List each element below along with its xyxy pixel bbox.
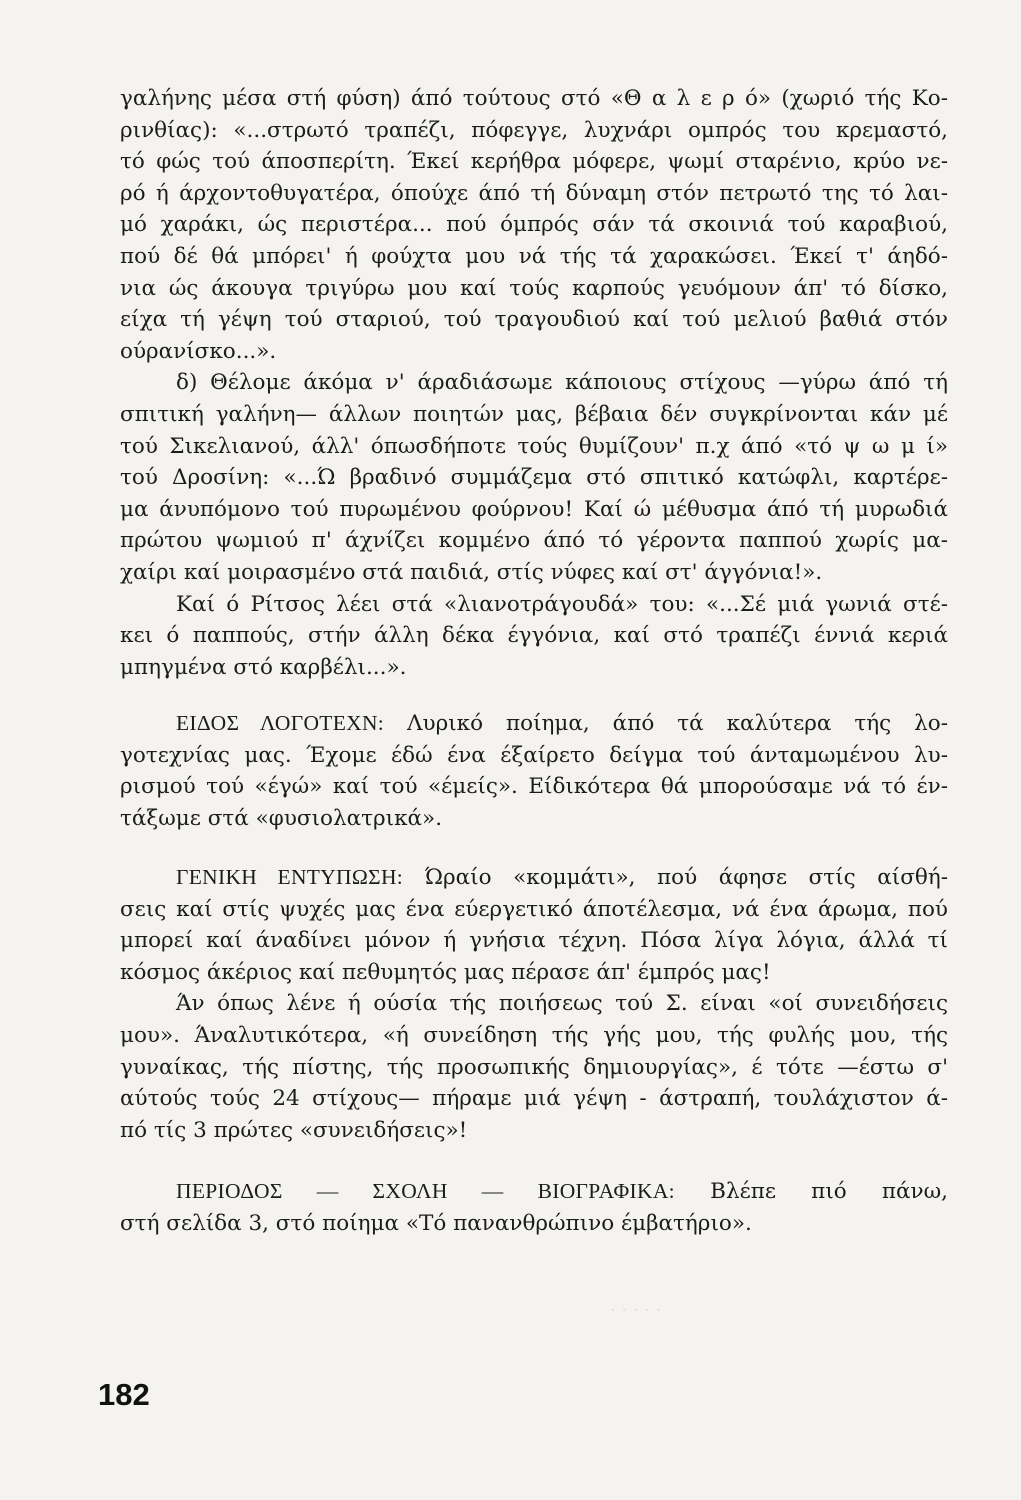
page-number: 182 [98, 1377, 150, 1412]
text-line: δ) Θέλομε άκόμα ν' άραδιάσωμε κάποιους στίχους —γύρω άπό τή [176, 370, 948, 396]
text-line: μα άνυπόμονο τού πυρωμένου φούρνου! Καί ώ μέθυσμα άπό τή μυρωδιά [120, 496, 948, 522]
text-line: Άν όπως λένε ή ούσία τής ποιήσεως τού Σ. είναι «οί συνειδήσεις [176, 991, 948, 1017]
text-line: γοτεχνίας μας. Έχομε έδώ ένα έξαίρετο δείγμα τού άνταμωμένου λυ- [120, 742, 948, 768]
text-line: γαλήνης μέσα στή φύση) άπό τούτους στό «Θ α λ ε ρ ό» (χωριό τής Κο- [120, 86, 948, 111]
text-line: πρώτου ψωμιού π' άχνίζει κομμένο άπό τό γέροντα παππού χωρίς μα- [120, 528, 948, 554]
text-line: πό τίς 3 πρώτες «συνειδήσεις»! [120, 1117, 468, 1143]
text-line: νια ώς άκουγα τριγύρω μου καί τούς καρπούς γευόμουν άπ' τό δίσκο, [120, 275, 948, 301]
section-heading: ΠΕΡΙΟΔΟΣ — ΣΧΟΛΗ — ΒΙΟΓΡΑΦΙΚΑ: [176, 1179, 675, 1203]
main-text-top [120, 83, 948, 683]
text-fragment: Βλέπε πιό πάνω, [710, 1179, 948, 1204]
text-line: ούρανίσκο...». [120, 338, 277, 364]
text-line: Καί ό Ρίτσος λέει στά «λιανοτράγουδά» του: «...Σέ μιά γωνιά στέ- [176, 591, 948, 617]
text-line: ρισμού τού «έγώ» καί τού «έμείς». Είδικότερα θά μπορούσαμε νά τό έν- [120, 774, 948, 800]
text-line: μου». Άναλυτικότερα, «ή συνείδηση τής γής μου, τής φυλής μου, τής [120, 1022, 948, 1048]
text-line: είχα τή γέψη τού σταριού, τού τραγουδιού καί τού μελιού βαθιά στόν [120, 307, 948, 333]
text-line: ρό ή άρχοντοθυγατέρα, όπούχε άπό τή δύναμη στόν πετρωτό της τό λαι- [120, 180, 948, 206]
section-heading: ΓΕΝΙΚΗ ΕΝΤΥΠΩΣΗ: [176, 865, 404, 889]
text-line [120, 708, 948, 740]
text-line: τού Δροσίνη: «...Ώ βραδινό συμμάζεμα στό σπιτικό κατώφλι, καρτέρε- [120, 465, 948, 491]
text-line: κόσμος άκέριος καί πεθυμητός μας πέρασε άπ' έμπρός μας! [120, 959, 771, 985]
text-line: πού δέ θά μπόρει' ή φούχτα μου νά τής τά χαρακώσει. Έκεί τ' άηδό- [120, 243, 948, 269]
section-geniki [120, 862, 948, 1146]
section-heading: ΕΙΔΟΣ ΛΟΓΟΤΕΧΝ: [176, 711, 385, 735]
section-periodos [120, 1176, 948, 1239]
text-line: τό φώς τού άποσπερίτη. Έκεί κερήθρα μόφερε, ψωμί σταρένιο, κρύο νε- [120, 149, 948, 175]
text-fragment: Ώραίο «κομμάτι», πού άφησε στίς αίσθή- [424, 865, 948, 890]
text-line: κει ό παππούς, στήν άλλη δέκα έγγόνια, καί στό τραπέζι έννιά κεριά [120, 623, 948, 649]
text-line: τάξωμε στά «φυσιολατρικά». [120, 805, 443, 831]
text-line: μπηγμένα στό καρβέλι...». [120, 654, 407, 680]
text-line: μό χαράκι, ώς περιστέρα... πού όμπρός σάν τά σκοινιά τού καραβιού, [120, 212, 948, 238]
text-line: στή σελίδα 3, στό ποίημα «Τό πανανθρώπινο έμβατήριο». [120, 1210, 752, 1236]
text-line [120, 862, 948, 894]
text-line: μπορεί καί άναδίνει μόνον ή γνήσια τέχνη. Πόσα λίγα λόγια, άλλά τί [120, 928, 948, 954]
text-fragment: Λυρικό ποίημα, άπό τά καλύτερα τής λο- [407, 711, 948, 736]
text-line: αύτούς τούς 24 στίχους— πήραμε μιά γέψη - άστραπή, τουλάχιστον ά- [120, 1086, 948, 1112]
text-line [120, 1176, 948, 1208]
show-through-shadow: · · · · · [610, 1300, 662, 1321]
text-line: ρινθίας): «...στρωτό τραπέζι, πόφεγγε, λυχνάρι ομπρός του κρεμαστό, [120, 117, 948, 143]
text-line: τού Σικελιανού, άλλ' όπωσδήποτε τούς θυμίζουν' π.χ άπό «τό ψ ω μ ί» [120, 433, 948, 459]
text-line: σεις καί στίς ψυχές μας ένα εύεργετικό άποτέλεσμα, νά ένα άρωμα, πού [120, 896, 948, 922]
section-eidos [120, 708, 948, 834]
text-line: χαίρι καί μοιρασμένο στά παιδιά, στίς νύφες καί στ' άγγόνια!». [120, 559, 823, 585]
text-line: γυναίκας, τής πίστης, τής προσωπικής δημιουργίας», έ τότε —έστω σ' [120, 1054, 948, 1080]
text-line: σπιτική γαλήνη— άλλων ποιητών μας, βέβαια δέν συγκρίνονται κάν μέ [120, 401, 948, 427]
